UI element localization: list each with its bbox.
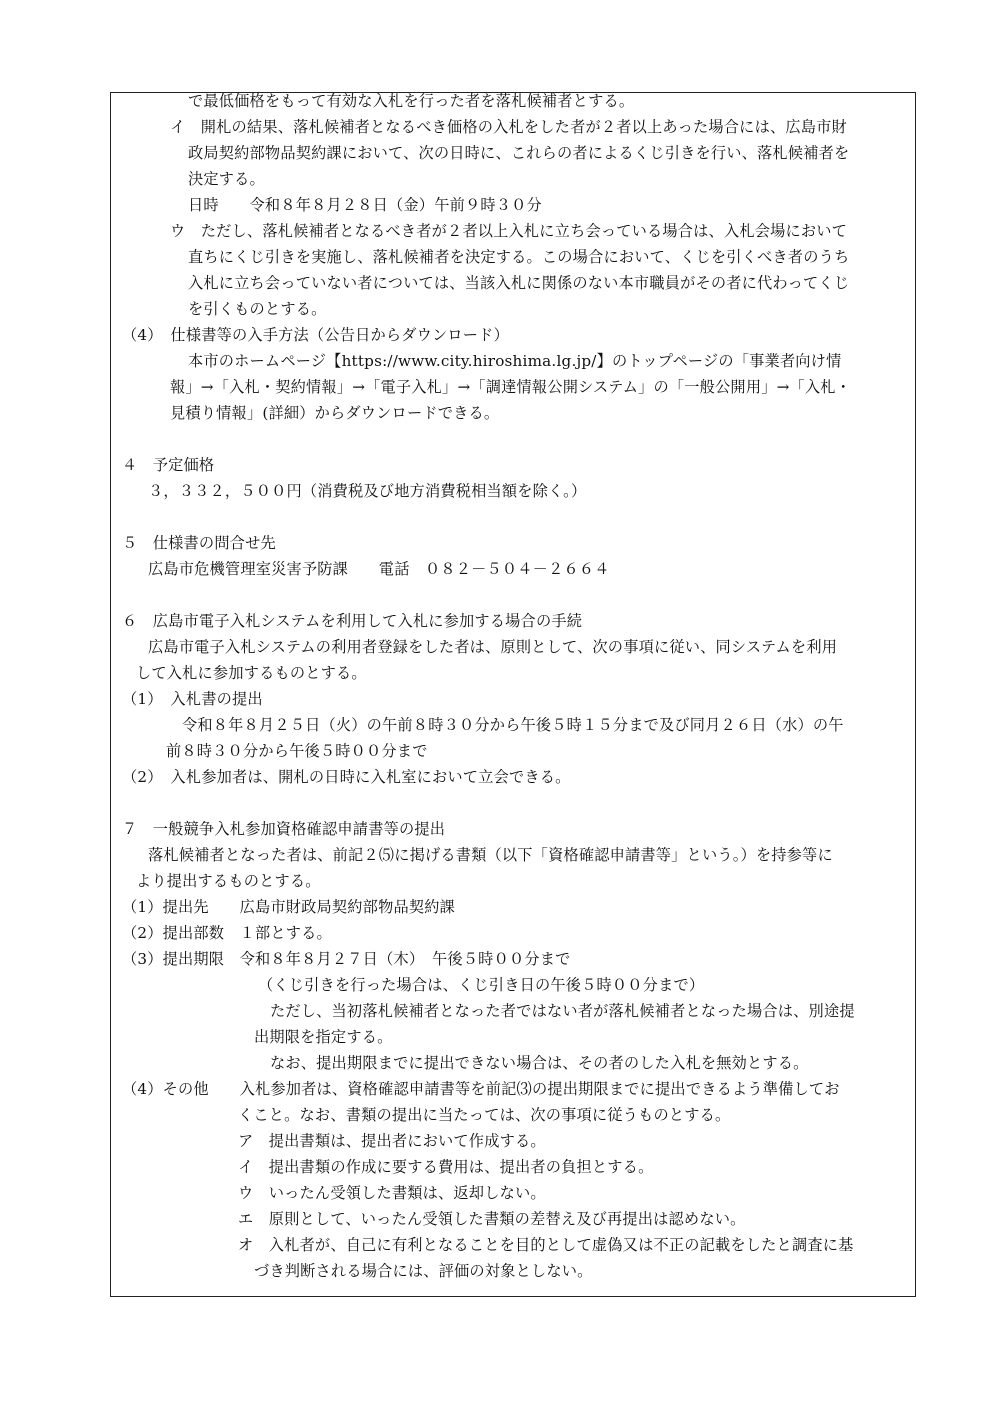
- text-line: （4） 仕様書等の入手方法（公告日からダウンロード）: [122, 326, 509, 344]
- text-line: 出期限を指定する。: [254, 1028, 393, 1046]
- text-line: 政局契約部物品契約課において、次の日時に、これらの者によるくじ引きを行い、落札候補者を: [188, 144, 850, 162]
- text-line: 見積り情報」(詳細）からダウンロードできる。: [170, 404, 500, 422]
- text-line: （2） 入札参加者は、開札の日時に入札室において立会できる。: [122, 768, 571, 786]
- text-line: ア 提出書類は、提出者において作成する。: [238, 1132, 546, 1150]
- text-line: 前８時３０分から午後５時００分まで: [166, 742, 428, 760]
- text-line: なお、提出期限までに提出できない場合は、その者のした入札を無効とする。: [270, 1054, 809, 1072]
- text-line: ７ 一般競争入札参加資格確認申請書等の提出: [122, 820, 446, 838]
- text-line: 広島市電子入札システムの利用者登録をした者は、原則として、次の事項に従い、同システムを利用: [148, 638, 838, 656]
- text-line: （2）提出部数 １部とする。: [122, 924, 332, 942]
- text-line: イ 提出書類の作成に要する費用は、提出者の負担とする。: [238, 1158, 654, 1176]
- text-line: ５ 仕様書の問合せ先: [122, 534, 276, 552]
- text-line: 広島市危機管理室災害予防課 電話 ０８２－５０４－２６６４: [148, 560, 610, 578]
- text-line: くこと。なお、書類の提出に当たっては、次の事項に従うものとする。: [238, 1106, 731, 1124]
- text-line: 報」→「入札・契約情報」→「電子入札」→「調達情報公開システム」の「一般公開用」→「入札・: [170, 378, 852, 396]
- text-line: ウ ただし、落札候補者となるべき者が２者以上入札に立ち会っている場合は、入札会場において: [170, 222, 848, 240]
- text-line: 落札候補者となった者は、前記２⑸に掲げる書類（以下「資格確認申請書等」という。）を持参等に: [148, 846, 833, 864]
- text-line: 日時 令和８年８月２８日（金）午前９時３０分: [188, 196, 542, 214]
- text-line: ６ 広島市電子入札システムを利用して入札に参加する場合の手続: [122, 612, 583, 630]
- text-line: ３，３３２，５００円（消費税及び地方消費税相当額を除く。）: [148, 482, 587, 500]
- text-line: 入札に立ち会っていない者については、当該入札に関係のない本市職員がその者に代わってくじ: [188, 274, 850, 292]
- text-line: 決定する。: [188, 170, 265, 188]
- text-line: イ 開札の結果、落札候補者となるべき価格の入札をした者が２者以上あった場合には、広島市財: [170, 118, 847, 136]
- text-line: 直ちにくじ引きを実施し、落札候補者を決定する。この場合において、くじを引くべき者のうち: [188, 248, 850, 266]
- text-line: して入札に参加するものとする。: [136, 664, 367, 682]
- text-line: 令和８年８月２５日（火）の午前８時３０分から午後５時１５分まで及び同月２６日（水）の午: [182, 716, 844, 734]
- text-line: ただし、当初落札候補者となった者ではない者が落札候補者となった場合は、別途提: [270, 1002, 855, 1020]
- text-line: より提出するものとする。: [136, 872, 321, 890]
- text-line: ４ 予定価格: [122, 456, 215, 474]
- text-line: （1） 入札書の提出: [122, 690, 263, 708]
- text-line: エ 原則として、いったん受領した書類の差替え及び再提出は認めない。: [238, 1210, 746, 1228]
- text-line: オ 入札者が、自己に有利となることを目的として虚偽又は不正の記載をしたと調査に基: [238, 1236, 854, 1254]
- text-line: で最低価格をもって有効な入札を行った者を落札候補者とする。: [188, 92, 635, 110]
- text-line: を引くものとする。: [188, 300, 327, 318]
- text-line: （1）提出先 広島市財政局契約部物品契約課: [122, 898, 456, 916]
- text-line: ウ いったん受領した書類は、返却しない。: [238, 1184, 546, 1202]
- text-line: （3）提出期限 令和８年８月２７日（木） 午後５時００分まで: [122, 950, 571, 968]
- text-line: （4）その他 入札参加者は、資格確認申請書等を前記⑶の提出期限までに提出できるよう準備してお: [122, 1080, 840, 1098]
- text-line: （くじ引きを行った場合は、くじ引き日の午後５時００分まで）: [258, 976, 705, 994]
- text-line: 本市のホームページ【https://www.city.hiroshima.lg.jp/】のトップページの「事業者向け情: [188, 352, 842, 370]
- text-line: づき判断される場合には、評価の対象としない。: [254, 1262, 593, 1280]
